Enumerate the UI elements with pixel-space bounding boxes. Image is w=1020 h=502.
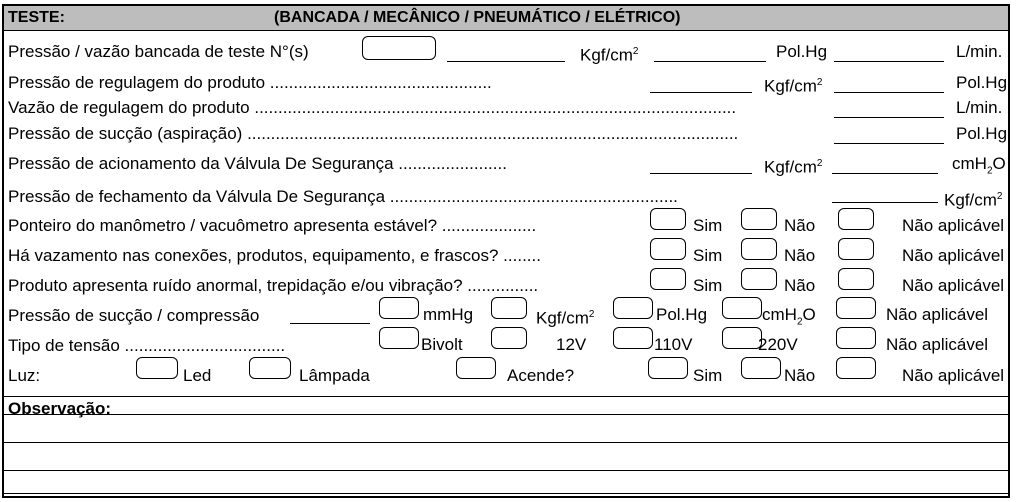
row9-na-label: Não aplicável bbox=[902, 276, 1005, 295]
row2-unit-1: Kgf/$cm^2$ bbox=[764, 76, 823, 96]
row10-blank[interactable] bbox=[290, 323, 370, 324]
lamp-label: Lâmpada bbox=[299, 366, 370, 385]
header-title: (BANCADA / MECÂNICO / PNEUMÁTICO / ELÉTRICO) bbox=[274, 9, 681, 26]
lights-up-checkbox[interactable] bbox=[456, 357, 496, 379]
row2-blank-2[interactable] bbox=[834, 92, 944, 93]
row6-label: Pressão de fechamento da Válvula De Segurança ............................................................. bbox=[8, 187, 678, 206]
row9-na-checkbox[interactable] bbox=[838, 268, 874, 290]
12v-label: 12V bbox=[556, 335, 587, 354]
kgfcm2-checkbox[interactable] bbox=[491, 297, 527, 319]
row8-na-checkbox[interactable] bbox=[838, 238, 874, 260]
row9-label: Produto apresenta ruído anormal, trepidação e/ou vibração? ............... bbox=[8, 276, 539, 295]
row12-yes-checkbox[interactable] bbox=[648, 357, 688, 379]
row7-label: Ponteiro do manômetro / vacuômetro apresenta estável? .................... bbox=[8, 216, 537, 235]
row7-na-label: Não aplicável bbox=[902, 216, 1005, 235]
row5-blank-1[interactable] bbox=[650, 173, 752, 174]
row1-blank-3[interactable] bbox=[834, 61, 944, 62]
row8-no-label: Não bbox=[784, 246, 816, 265]
row8-no-checkbox[interactable] bbox=[741, 238, 777, 260]
row5-label: Pressão de acionamento da Válvula De Segurança ....................... bbox=[8, 154, 507, 173]
row7-yes-label: Sim bbox=[693, 216, 723, 235]
row1-blank-1[interactable] bbox=[447, 61, 565, 62]
header-label: TESTE: bbox=[8, 9, 65, 26]
row8-label: Há vazamento nas conexões, produtos, equipamento, e frascos? ........ bbox=[8, 246, 541, 265]
row2-unit-2: Pol.Hg bbox=[956, 73, 1008, 92]
row2-label: Pressão de regulagem do produto ............................................... bbox=[8, 73, 492, 92]
cmh2o-checkbox[interactable] bbox=[722, 297, 762, 319]
row5-unit-2: cmH$_2$O bbox=[952, 154, 1006, 177]
row11-na-label: Não aplicável bbox=[886, 335, 989, 354]
polhg-label: Pol.Hg bbox=[656, 305, 708, 324]
row12-yes-label: Sim bbox=[693, 366, 723, 385]
row7-na-checkbox[interactable] bbox=[838, 208, 874, 230]
bench-number-field[interactable] bbox=[362, 36, 436, 60]
observation-line-2[interactable] bbox=[4, 442, 1008, 443]
row10-na-checkbox[interactable] bbox=[836, 297, 876, 319]
row2-blank-1[interactable] bbox=[650, 92, 752, 93]
row12-na-label: Não aplicável bbox=[902, 366, 1005, 385]
polhg-checkbox[interactable] bbox=[613, 297, 653, 319]
lights-up-label: Acende? bbox=[507, 366, 575, 385]
observation-line-4[interactable] bbox=[4, 493, 1008, 494]
observation-label: Observação: bbox=[8, 399, 111, 418]
bivolt-label: Bivolt bbox=[421, 335, 463, 354]
row12-no-label: Não bbox=[784, 366, 816, 385]
test-form bbox=[2, 4, 1010, 498]
row5-blank-2[interactable] bbox=[832, 173, 938, 174]
row12-no-checkbox[interactable] bbox=[741, 357, 781, 379]
110v-checkbox[interactable] bbox=[613, 327, 653, 349]
row3-blank-1[interactable] bbox=[834, 117, 944, 118]
row1-unit-3: L/min. bbox=[956, 42, 1003, 61]
row11-na-checkbox[interactable] bbox=[836, 327, 876, 349]
row5-unit-1: Kgf/$cm^2$ bbox=[764, 157, 823, 177]
observation-line-3[interactable] bbox=[4, 470, 1008, 471]
row1-label: Pressão / vazão bancada de teste N°(s) bbox=[8, 42, 309, 61]
row9-no-label: Não bbox=[784, 276, 816, 295]
row3-unit-1: L/min. bbox=[956, 98, 1003, 117]
row10-na-label: Não aplicável bbox=[886, 305, 989, 324]
observation-line-1[interactable] bbox=[4, 414, 1008, 415]
row7-no-label: Não bbox=[784, 216, 816, 235]
row6-blank-1[interactable] bbox=[832, 202, 938, 203]
kgfcm2-label: Kgf/$cm^2$ bbox=[536, 308, 595, 328]
row12-na-checkbox[interactable] bbox=[836, 357, 876, 379]
220v-label: 220V bbox=[758, 335, 798, 354]
led-checkbox[interactable] bbox=[136, 357, 178, 379]
row1-unit-2: Pol.Hg bbox=[776, 42, 828, 61]
row1-blank-2[interactable] bbox=[654, 61, 766, 62]
row9-no-checkbox[interactable] bbox=[741, 268, 777, 290]
mmhg-checkbox[interactable] bbox=[379, 297, 419, 319]
row12-label: Luz: bbox=[8, 366, 41, 385]
bivolt-checkbox[interactable] bbox=[379, 327, 419, 349]
row4-unit-1: Pol.Hg bbox=[956, 124, 1008, 143]
220v-checkbox[interactable] bbox=[722, 327, 762, 349]
row4-label: Pressão de sucção (aspiração) ........................................................................................................ bbox=[8, 124, 739, 143]
row8-yes-label: Sim bbox=[693, 246, 723, 265]
row4-blank-1[interactable] bbox=[834, 143, 944, 144]
row3-label: Vazão de regulagem do produto ...................................................................................................... bbox=[8, 98, 737, 117]
row11-label: Tipo de tensão .................................. bbox=[8, 336, 286, 355]
row7-yes-checkbox[interactable] bbox=[650, 208, 686, 230]
lamp-checkbox[interactable] bbox=[249, 357, 291, 379]
led-label: Led bbox=[183, 366, 212, 385]
cmh2o-label: cmH$_2$O bbox=[762, 305, 816, 328]
mmhg-label: mmHg bbox=[423, 305, 474, 324]
form-header bbox=[4, 6, 1008, 31]
observation-divider bbox=[4, 396, 1008, 397]
row1-unit-1: Kgf/$cm^2$ bbox=[580, 45, 639, 65]
row9-yes-label: Sim bbox=[693, 276, 723, 295]
row9-yes-checkbox[interactable] bbox=[650, 268, 686, 290]
row7-no-checkbox[interactable] bbox=[741, 208, 777, 230]
12v-checkbox[interactable] bbox=[491, 327, 527, 349]
110v-label: 110V bbox=[654, 335, 693, 354]
row8-yes-checkbox[interactable] bbox=[650, 238, 686, 260]
row6-unit-1: Kgf/$cm^2$ bbox=[944, 190, 1003, 210]
row10-label: Pressão de sucção / compressão bbox=[8, 306, 260, 325]
row8-na-label: Não aplicável bbox=[902, 246, 1005, 265]
